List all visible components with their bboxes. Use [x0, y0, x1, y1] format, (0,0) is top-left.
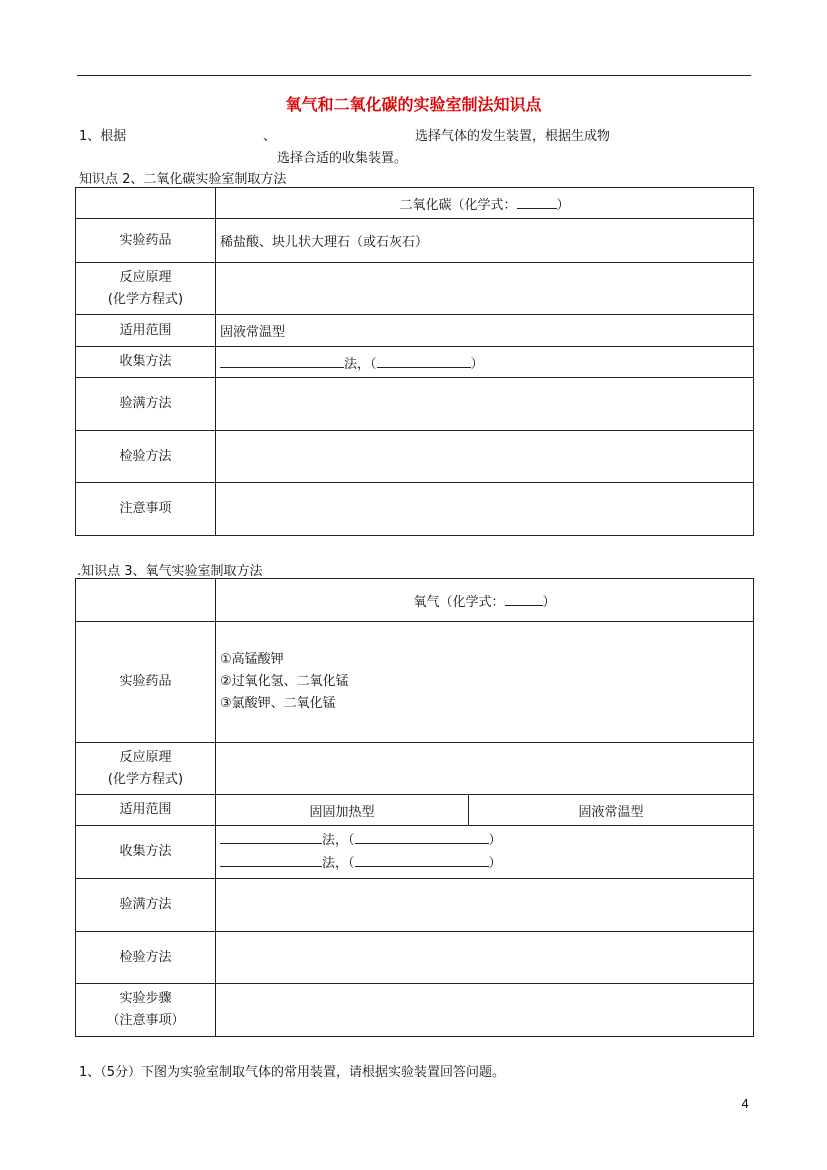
co2-principle-label-1: 反应原理 [119, 269, 172, 285]
o2-row-principle [76, 743, 754, 795]
o2-collect-line-2 [220, 852, 749, 875]
co2-notes-label: 注意事项 [76, 483, 216, 536]
o2-collect-cell [216, 826, 754, 879]
o2-row-collect [76, 826, 754, 879]
o2-header-post: ） [542, 594, 556, 610]
o2-principle-label [76, 743, 216, 795]
top-rule [77, 75, 751, 76]
q1-middle: 选择气体的发生装置，根据生成物 [415, 129, 611, 144]
co2-header-post: ） [556, 197, 570, 213]
o2-steps-answer[interactable] [216, 984, 754, 1037]
co2-test-answer[interactable] [216, 431, 754, 483]
o2-row-scope [76, 795, 754, 826]
co2-row-test [76, 431, 754, 483]
co2-principle-answer[interactable] [216, 263, 754, 315]
co2-table [75, 187, 754, 536]
o2-scope-a: 固固加热型 [216, 795, 469, 826]
co2-drugs-label: 实验药品 [76, 219, 216, 263]
o2-drug-3: ③氯酸钾、二氧化锰 [220, 696, 336, 711]
o2-collect-blank-1a[interactable] [220, 829, 322, 844]
co2-row-full [76, 378, 754, 431]
co2-header-pre: 二氧化碳（化学式： [399, 197, 517, 213]
co2-header-cell [216, 188, 754, 219]
q1-line2: 选择合适的收集装置。 [277, 151, 408, 166]
o2-test-answer[interactable] [216, 932, 754, 984]
page-title: 氧气和二氧化碳的实验室制法知识点 [285, 95, 542, 114]
o2-header-row [76, 579, 754, 622]
co2-collect-cell [216, 347, 754, 378]
o2-row-test [76, 932, 754, 984]
o2-principle-label-2: (化学方程式) [107, 771, 184, 787]
co2-formula-blank[interactable] [517, 194, 557, 209]
o2-table [75, 578, 754, 1037]
o2-collect-end-1: ） [488, 833, 502, 848]
o2-full-answer[interactable] [216, 879, 754, 932]
co2-row-principle [76, 263, 754, 315]
o2-collect-line-1 [220, 829, 749, 852]
o2-principle-label-1: 反应原理 [119, 749, 172, 765]
o2-drug-1: ①高锰酸钾 [220, 652, 284, 667]
co2-collect-end: ） [470, 356, 484, 372]
co2-full-label: 验满方法 [76, 378, 216, 431]
co2-header-empty [76, 188, 216, 219]
kp3-heading: .知识点 3、氧气实验室制取方法 [77, 564, 263, 579]
co2-collect-label: 收集方法 [76, 347, 216, 378]
o2-principle-answer[interactable] [216, 743, 754, 795]
co2-header-row [76, 188, 754, 219]
question-text: 1、（5分）下图为实验室制取气体的常用装置，请根据实验装置回答问题。 [79, 1065, 506, 1080]
co2-collect-mid: 法，（ [344, 356, 377, 372]
co2-row-scope [76, 315, 754, 347]
co2-collect-blank-1[interactable] [220, 353, 344, 368]
co2-notes-answer[interactable] [216, 483, 754, 536]
o2-collect-mid-2: 法，（ [322, 856, 355, 871]
o2-scope-label: 适用范围 [76, 795, 216, 826]
o2-steps-label-2: （注意事项） [106, 1013, 185, 1028]
o2-drugs-label: 实验药品 [76, 622, 216, 743]
o2-row-drugs [76, 622, 754, 743]
page-number: 4 [741, 1097, 749, 1111]
o2-collect-blank-1b[interactable] [355, 829, 489, 844]
kp2-heading: 知识点 2、二氧化碳实验室制取方法 [79, 172, 287, 187]
q1-separator: 、 [263, 129, 277, 144]
o2-row-full [76, 879, 754, 932]
co2-full-answer[interactable] [216, 378, 754, 431]
co2-row-notes [76, 483, 754, 536]
o2-steps-label-1: 实验步骤 [119, 991, 172, 1006]
o2-header-cell [216, 579, 754, 622]
o2-formula-blank[interactable] [505, 591, 543, 606]
co2-drugs-value: 稀盐酸、块儿状大理石（或石灰石） [216, 219, 754, 263]
o2-header-empty [76, 579, 216, 622]
o2-collect-label: 收集方法 [76, 826, 216, 879]
co2-scope-value: 固液常温型 [216, 315, 754, 347]
o2-row-steps [76, 984, 754, 1037]
q1-prefix: 1、根据 [79, 129, 127, 144]
co2-principle-label [76, 263, 216, 315]
o2-header-pre: 氧气（化学式： [413, 594, 505, 610]
co2-row-drugs [76, 219, 754, 263]
o2-collect-blank-2a[interactable] [220, 852, 322, 867]
o2-drug-2: ②过氧化氢、二氧化锰 [220, 674, 349, 689]
co2-scope-label: 适用范围 [76, 315, 216, 347]
o2-collect-mid-1: 法，（ [322, 833, 355, 848]
o2-test-label: 检验方法 [76, 932, 216, 984]
co2-row-collect [76, 347, 754, 378]
o2-drugs-cell [216, 622, 754, 743]
co2-principle-label-2: (化学方程式) [107, 291, 184, 307]
o2-collect-end-2: ） [488, 856, 502, 871]
o2-scope-b: 固液常温型 [469, 795, 754, 826]
o2-steps-label [76, 984, 216, 1037]
o2-collect-blank-2b[interactable] [355, 852, 489, 867]
co2-collect-blank-2[interactable] [377, 353, 471, 368]
o2-full-label: 验满方法 [76, 879, 216, 932]
co2-test-label: 检验方法 [76, 431, 216, 483]
